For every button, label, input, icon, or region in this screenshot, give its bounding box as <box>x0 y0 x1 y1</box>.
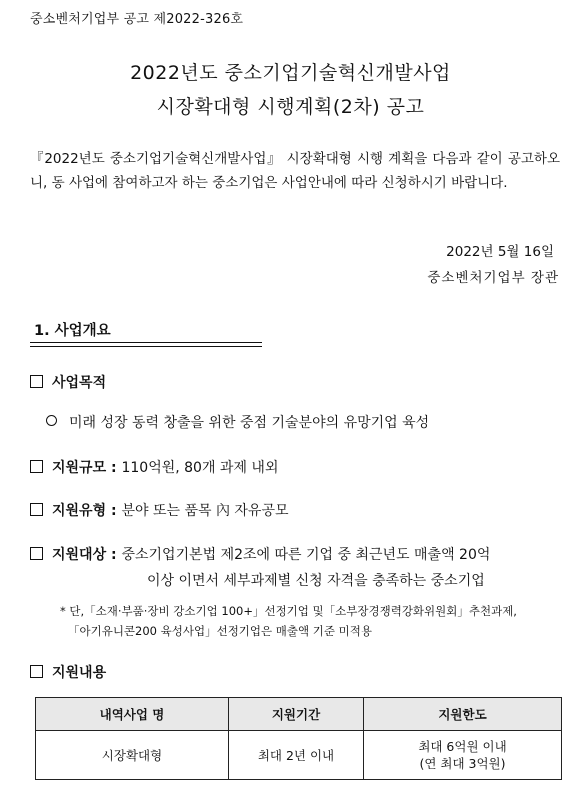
heading-underline <box>30 346 262 347</box>
type-value: 분야 또는 품목 內 자유공모 <box>121 503 289 519</box>
notice-number: 중소벤처기업부 공고 제2022-326호 <box>30 12 244 27</box>
checkbox-square-icon <box>30 503 43 516</box>
purpose-label: 사업목적 <box>52 375 107 391</box>
limit-line-1: 최대 6억원 이내 <box>418 739 507 754</box>
table-header-cell: 지원기간 <box>229 698 364 731</box>
heading-underline <box>30 342 262 343</box>
note-line-1: * 단,「소재·부품·장비 강소기업 100+」선정기업 및「소부장경쟁력강화위원회」추천과제, <box>60 604 517 618</box>
table-header-cell: 지원한도 <box>364 698 562 731</box>
circle-bullet-icon <box>46 415 57 426</box>
purpose-bullet-text: 미래 성장 동력 창출을 위한 중점 기술분야의 유망기업 육성 <box>69 415 430 431</box>
checkbox-square-icon <box>30 547 43 560</box>
issuer: 중소벤처기업부 장관 <box>427 270 559 286</box>
checkbox-square-icon <box>30 460 43 473</box>
table-cell-name: 시장확대형 <box>36 731 229 780</box>
title-line-2: 시장확대형 시행계획(2차) 공고 <box>156 96 425 118</box>
support-table <box>35 697 562 780</box>
note-line-2: 「아기유니콘200 육성사업」선정기업은 매출액 기준 미적용 <box>68 624 372 638</box>
limit-line-2: (연 최대 3억원) <box>419 756 506 771</box>
target-item <box>30 544 490 564</box>
content-item <box>30 662 106 682</box>
checkbox-square-icon <box>30 665 43 678</box>
table-cell-limit <box>364 731 562 780</box>
intro-paragraph: 『2022년도 중소기업기술혁신개발사업』 시장확대형 시행 계획을 다음과 같이 공고하오니, 동 사업에 참여하고자 하는 중소기업은 사업안내에 따라 신청하시기 바랍니다. <box>30 151 560 191</box>
type-separator: : <box>106 503 122 519</box>
target-label: 지원대상 <box>52 547 107 563</box>
scale-label: 지원규모 <box>52 460 107 476</box>
target-separator: : <box>106 547 122 563</box>
purpose-item <box>30 372 106 392</box>
scale-item <box>30 457 278 477</box>
type-label: 지원유형 <box>52 503 107 519</box>
type-item <box>30 500 289 520</box>
target-line-1: 중소기업기본법 제2조에 따른 기업 중 최근년도 매출액 20억 <box>121 547 491 563</box>
table-row <box>36 731 562 780</box>
table-header-row <box>36 698 562 731</box>
scale-separator: : <box>106 460 122 476</box>
title-line-1: 2022년도 중소기업기술혁신개발사업 <box>130 62 451 84</box>
content-label: 지원내용 <box>52 665 107 681</box>
table-cell-period: 최대 2년 이내 <box>229 731 364 780</box>
table-header-cell: 내역사업 명 <box>36 698 229 731</box>
scale-value: 110억원, 80개 과제 내외 <box>121 460 279 476</box>
section-heading-text: 1. 사업개요 <box>34 323 111 339</box>
checkbox-square-icon <box>30 375 43 388</box>
purpose-bullet <box>46 412 429 432</box>
announcement-date: 2022년 5월 16일 <box>446 244 554 260</box>
target-line-2: 이상 이면서 세부과제별 신청 자격을 충족하는 중소기업 <box>147 573 485 589</box>
section-heading <box>30 318 262 344</box>
